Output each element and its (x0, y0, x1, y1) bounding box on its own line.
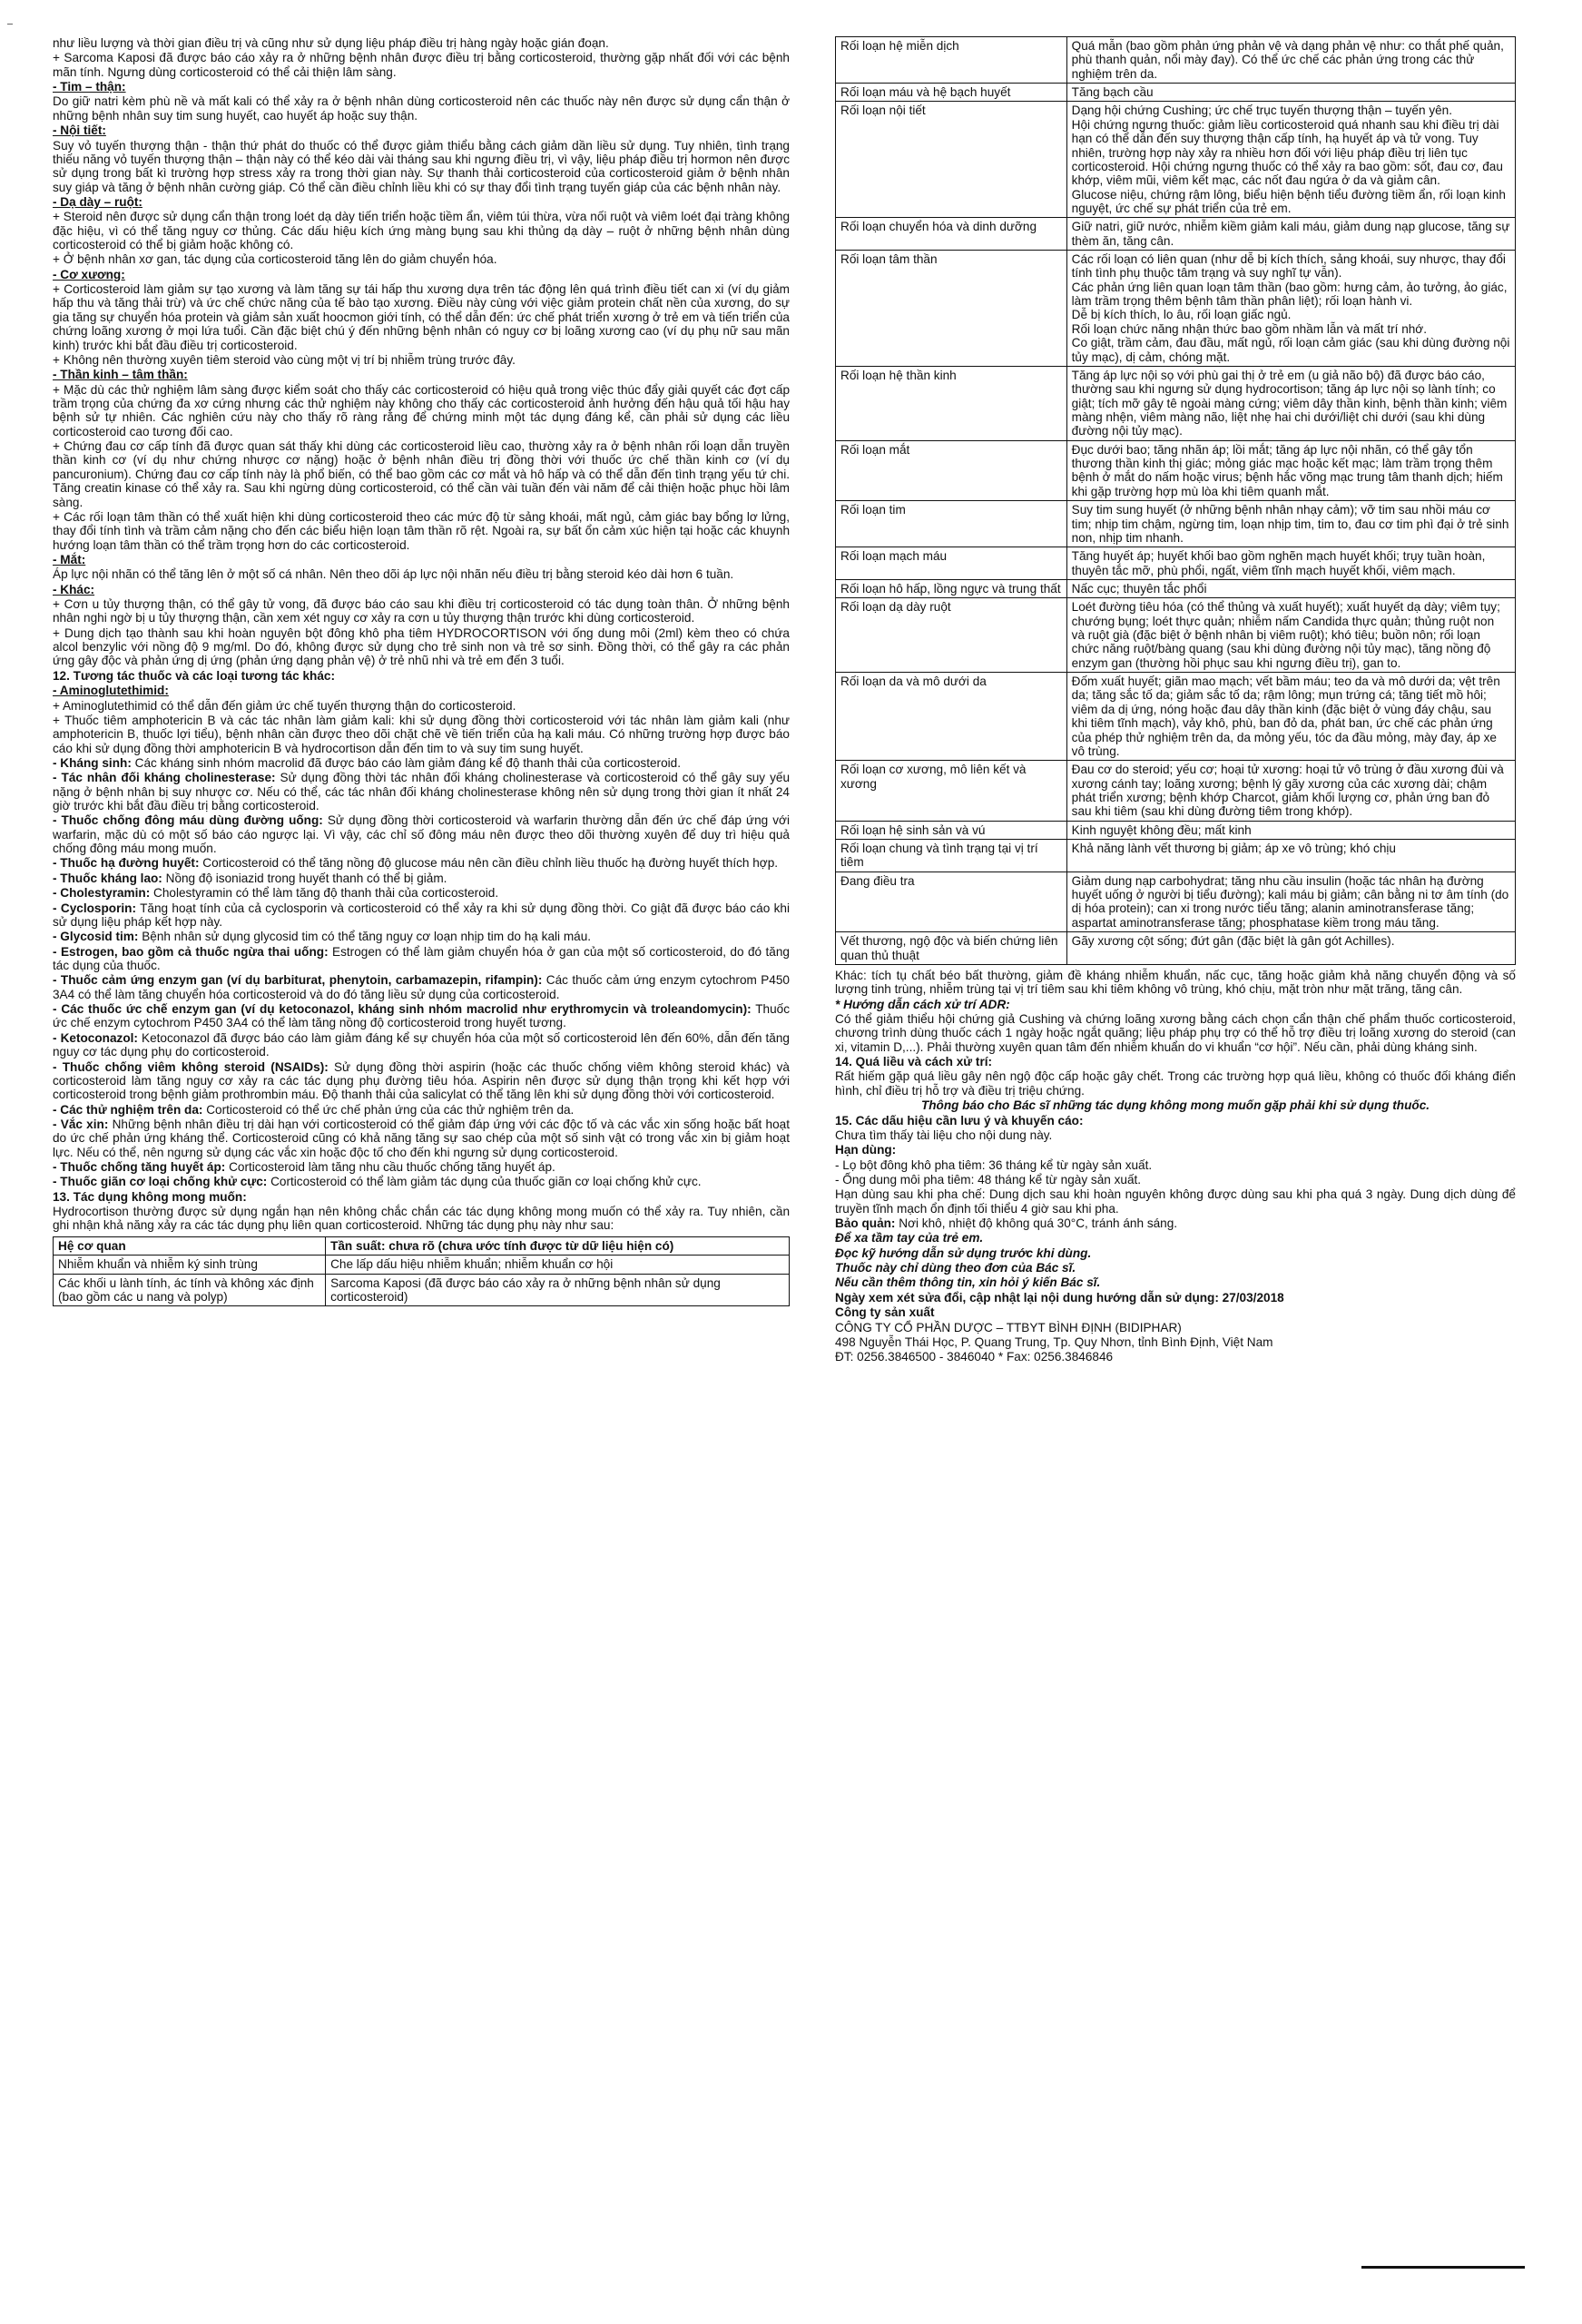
section-heading: - Thần kinh – tâm thần: (53, 368, 188, 382)
paragraph (53, 930, 790, 943)
organ-system-cell: Rối loạn máu và hệ bạch huyết (836, 84, 1067, 102)
paragraph: Khác: tích tụ chất béo bất thường, giảm đề kháng nhiễm khuẩn, nấc cục, tăng hoặc giảm khả năng chuyển động và số lượng tinh trùng, nhiễm trùng tại vị trí tiêm sau khi tiêm không vô trùng, khó chịu, mặt tròn như mặt trăng, tăng cân. (835, 968, 1516, 997)
adverse-effects-table-part2 (835, 36, 1516, 965)
paragraph (53, 756, 790, 770)
effect-cell: Gãy xương cột sống; đứt gân (đặc biệt là gân gót Achilles). (1066, 932, 1515, 965)
table-row (836, 251, 1516, 367)
paragraph: + Chứng đau cơ cấp tính đã được quan sát thấy khi dùng các corticosteroid liều cao, thường xảy ra ở bệnh nhân rối loạn dẫn truyền thần kinh cơ (ví dụ như chứng nhược cơ nặng) hoặc ở bệnh nhân điều trị đồng thời với thuốc ức chế thần kinh cơ (ví dụ pancuronium). Chứng đau cơ cấp tính này là phổ biến, có thể bao gồm các cơ mắt và hô hấp và có thể dẫn đến tình trạng yếu tứ chi. Tăng creatin kinase có thể xảy ra. Sau khi ngừng dùng corticosteroid, có thể cần vài tuần đến vài năm để cải thiện hoặc phục hồi lâm sàng. (53, 439, 790, 509)
paragraph: + Không nên thường xuyên tiêm steroid vào cùng một vị trí bị nhiễm trùng trước đây. (53, 352, 516, 367)
effect-cell: Giữ natri, giữ nước, nhiễm kiềm giảm kali máu, giảm dung nạp glucose, tăng sự thèm ăn, tăng cân. (1066, 218, 1515, 251)
paragraph-body: Cholestyramin có thể làm tăng độ thanh thải của corticosteroid. (150, 886, 499, 901)
paragraph-lead: - Thuốc kháng lao: (53, 871, 162, 885)
paragraph: + Sarcoma Kaposi đã được báo cáo xảy ra ở những bệnh nhân được điều trị bằng corticosteroid, thường gặp nhất đối với các bệnh mãn tính. Ngưng dùng corticosteroid có thể cải thiện lâm sàng. (53, 51, 790, 79)
paragraph: 498 Nguyễn Thái Học, P. Quang Trung, Tp. Quy Nhơn, tỉnh Bình Định, Việt Nam (835, 1334, 1273, 1349)
section-heading: - Nội tiết: (53, 123, 106, 138)
effect-cell: Đau cơ do steroid; yếu cơ; hoại tử xương: hoại tử vô trùng ở đầu xương đùi và xương cánh tay; loãng xương; bệnh lý gãy xương của các xương dài; chậm phát triển xương; bệnh khớp Charcot, giảm khối lượng cơ, phản ứng ban đỏ sau khi tiêm (sau khi dùng đường tiêm trong khớp). (1066, 761, 1515, 821)
right-text-flow (835, 969, 1516, 1364)
paragraph-lead: - Thuốc hạ đường huyết: (53, 856, 200, 871)
organ-system-cell: Rối loạn tim (836, 501, 1067, 547)
paragraph (835, 1216, 1516, 1230)
paragraph: + Corticosteroid làm giảm sự tạo xương và làm tăng sự tái hấp thu xương dựa trên tác động lên quá trình điều tiết can xi (ví dụ giảm hấp thu và tăng thải trừ) và ức chế chức năng của tế bào tạo xương. Điều này cùng với việc giảm protein chất nền của xương, do sự gia tăng sự chuyển hóa protein và giảm sản xuất hoocmon giới tính, có thể dẫn đến: ức chế phát triển xương ở trẻ em và tiến triển của chứng loãng xương ở mọi lứa tuổi. Cần đặc biệt chú ý đến những bệnh nhân có nguy cơ bị loãng xương cao (ví dụ phụ nữ sau mãn kinh) trước khi bắt đầu điều trị corticosteroid. (53, 282, 790, 352)
table-row (54, 1256, 790, 1274)
paragraph: Rất hiếm gặp quá liều gây nên ngộ độc cấp hoặc gây chết. Trong các trường hợp quá liều, không có thuốc đối kháng điển hình, chỉ điều trị hỗ trợ và điều trị triệu chứng. (835, 1069, 1516, 1098)
table-row (836, 366, 1516, 440)
paragraph-body: Sử dụng đồng thời tác nhân đối kháng cholinesterase và corticosteroid có thể gây suy yếu nặng ở bệnh nhân bị suy nhược cơ. Nếu có thể, các tác nhân đối kháng cholinesterase không nên sử dụng trong thời gian ít nhất 24 giờ trước khi bắt đầu điều trị bằng corticosteroid. (53, 771, 791, 813)
table-row (836, 598, 1516, 673)
table-row (836, 218, 1516, 251)
organ-system-cell: Rối loạn da và mô dưới da (836, 673, 1067, 761)
paragraph: Hạn dùng sau khi pha chế: Dung dịch sau khi hoàn nguyên không được dùng sau khi pha quá 3 ngày. Dung dịch dùng để truyền tĩnh mạch ổn định tối thiểu 4 giờ sau khi pha. (835, 1187, 1516, 1216)
table-row (836, 579, 1516, 597)
paragraph-lead: - Thuốc giãn cơ loại chống khử cực: (53, 1175, 268, 1189)
section-heading: - Cơ xương: (53, 267, 125, 281)
organ-system-cell: Đang điều tra (836, 872, 1067, 931)
paragraph (53, 856, 790, 870)
organ-system-cell: Nhiễm khuẩn và nhiễm ký sinh trùng (54, 1256, 326, 1274)
paragraph (53, 901, 790, 930)
effect-cell: Các rối loạn có liên quan (như dễ bị kích thích, sảng khoái, suy nhược, thay đổi tính tình phụ thuộc tâm trạng và suy nghĩ tự vẫn). Các phản ứng liên quan loạn tâm thần (bao gồm: hưng cảm, ảo tưởng, ảo giác, làm trầm trọng thêm bệnh tâm thần phân liệt); rối loạn hành vi. Dễ bị kích thích, lo âu, rối loạn giấc ngủ. Rối loạn chức năng nhận thức bao gồm nhầm lẫn và mất trí nhớ. Co giật, trầm cảm, đau đầu, mất ngủ, rối loạn cảm giác (sau khi dùng đường nội tủy mạc), dị cảm, chóng mặt. (1066, 251, 1515, 367)
paragraph-lead: - Kháng sinh: (53, 755, 132, 770)
paragraph-lead: - Các thuốc ức chế enzym gan (ví dụ ketoconazol, kháng sinh nhóm macrolid như erythromycin và troleandomycin): (53, 1002, 752, 1017)
paragraph: Áp lực nội nhãn có thể tăng lên ở một số cá nhân. Nên theo dõi áp lực nội nhãn nếu điều trị bằng steroid kéo dài hơn 6 tuần. (53, 567, 734, 582)
paragraph-body: Corticosteroid có thể ức chế phản ứng của các thử nghiệm trên da. (202, 1102, 575, 1117)
organ-system-cell: Rối loạn hệ miễn dịch (836, 37, 1067, 84)
organ-system-cell: Rối loạn chuyển hóa và dinh dưỡng (836, 218, 1067, 251)
section-heading: - Tim – thận: (53, 80, 126, 94)
organ-system-cell: Rối loạn chung và tình trạng tại vị trí tiêm (836, 840, 1067, 872)
paragraph-lead: - Glycosid tim: (53, 930, 139, 944)
paragraph-body: Tăng hoạt tính của cả cyclosporin và corticosteroid có thể xảy ra khi sử dụng đồng thời. Co giật đã được báo cáo khi sử dụng liệu pháp kết hợp này. (53, 901, 790, 929)
effect-cell: Đốm xuất huyết; giãn mao mạch; vết bầm máu; teo da và mô dưới da; vệt trên da; tăng sắc tố da; giảm sắc tố da; rậm lông; mụn trứng cá; tăng tiết mồ hôi; viêm da dị ứng, nóng hoặc đau dây thần kinh (đặc biệt ở vùng đáy chậu, sau khi tiêm tĩnh mạch), vảy khô, phù, ban đỏ da, phát ban, ức chế các phản ứng của phép thử nghiệm trên da, da mỏng yếu, tóc da đầu mỏng, mày đay, áp xe vô trùng. (1066, 673, 1515, 761)
paragraph: + Dung dịch tạo thành sau khi hoàn nguyên bột đông khô pha tiêm HYDROCORTISON với ống dung môi (2ml) kèm theo có chứa alcol benzylic với nồng độ 9 mg/ml. Do đó, không được sử dụng cho trẻ sinh non và trẻ sơ sinh. Đồng thời, có thể gây ra các phản ứng gây độc và phản ứng dị ứng (phản ứng dạng phản vệ) ở trẻ nhũ nhi và trẻ em đến 3 tuổi. (53, 625, 790, 668)
table-row (836, 840, 1516, 872)
effect-cell: Tăng áp lực nội sọ với phù gai thị ở trẻ em (u giả não bộ) đã được báo cáo, thường sau khi ngưng sử dụng hydrocortison; tăng áp lực nội sọ lành tính; co giật; tích mỡ gây tê ngoài màng cứng; viêm dây thần kinh, bệnh thần kinh; viêm màng nhện, viêm màng não, liệt nhẹ hai chi dưới/liệt chi dưới (sau khi dùng đường nội tủy mạc). (1066, 366, 1515, 440)
table-header-row (54, 1236, 790, 1255)
section-title: 14. Quá liều và cách xử trí: (835, 1055, 993, 1069)
paragraph (53, 1060, 790, 1102)
section-title: Công ty sản xuất (835, 1305, 935, 1320)
organ-system-cell: Rối loạn hô hấp, lồng ngực và trung thất (836, 579, 1067, 597)
effect-cell: Che lấp dấu hiệu nhiễm khuẩn; nhiễm khuẩn cơ hội (326, 1256, 790, 1274)
organ-system-cell: Rối loạn tâm thần (836, 251, 1067, 367)
header-frequency: Tần suất: chưa rõ (chưa ước tính được từ dữ liệu hiện có) (326, 1236, 790, 1255)
effect-cell: Đục dưới bao; tăng nhãn áp; lồi mắt; tăng áp lực nội nhãn, có thể gây tổn thương thần kinh thị giác; mỏng giác mạc hoặc kết mạc; làm trầm trọng thêm bệnh ở mắt do nấm hoặc virus; bệnh hắc võng mạc trung tâm thanh dịch; hiếm khi gặp trường hợp mù lòa khi tiêm quanh mắt. (1066, 440, 1515, 500)
organ-system-cell: Rối loạn hệ sinh sản và vú (836, 821, 1067, 839)
paragraph (53, 945, 790, 973)
paragraph: ĐT: 0256.3846500 - 3846040 * Fax: 0256.3846846 (835, 1350, 1114, 1364)
paragraph: - Lọ bột đông khô pha tiêm: 36 tháng kể từ ngày sản xuất. (835, 1157, 1153, 1172)
section-heading: - Mắt: (53, 552, 86, 566)
section-title: 12. Tương tác thuốc và các loại tương tác khác: (53, 668, 335, 683)
paragraph-body: Corticosteroid làm tăng nhu cầu thuốc chống tăng huyết áp. (225, 1160, 555, 1175)
warning-line: * Hướng dẫn cách xử trí ADR: (835, 997, 1010, 1011)
paragraph (53, 872, 790, 885)
paragraph: Suy vỏ tuyến thượng thận - thận thứ phát do thuốc có thể được giảm thiểu bằng cách giảm dần liều sử dụng. Tuy nhiên, tình trạng thiếu năng vỏ tuyến thượng thận – thận này có thể kéo dài vài tháng sau khi ngưng điều trị, vì vậy, liệu pháp điều trị hormon nên được sử dụng trong bất kì trường hợp stress xảy ra trong thời gian này. Sự thanh thải corticosteroid của corticosteroid giảm ở bệnh nhân suy giáp và tăng ở bệnh nhân cường giáp. Có thể cần điều chỉnh liều khi có sự thay đổi tình trạng tuyến giáp của các bệnh nhân này. (53, 138, 790, 194)
organ-system-cell: Vết thương, ngộ độc và biến chứng liên quan thủ thuật (836, 932, 1067, 965)
organ-system-cell: Rối loạn mạch máu (836, 547, 1067, 580)
paragraph: + Thuốc tiêm amphotericin B và các tác nhân làm giảm kali: khi sử dụng đồng thời corticosteroid với tác nhân làm giảm kali (như amphotericin B, thuốc lợi tiểu), bệnh nhân cần được theo dõi chặt chẽ về tiến triển của hạ kali máu. Có những trường hợp được báo cáo khi sử dụng đồng thời amphotericin B và hydrocortison dẫn đến tim to và suy tim sung huyết. (53, 713, 790, 755)
section-title: Hạn dùng: (835, 1143, 897, 1157)
organ-system-cell: Rối loạn cơ xương, mô liên kết và xương (836, 761, 1067, 821)
paragraph-lead: - Ketoconazol: (53, 1030, 138, 1045)
paragraph-lead: - Thuốc chống viêm không steroid (NSAIDs): (53, 1059, 329, 1074)
paragraph-lead: - Tác nhân đối kháng cholinesterase: (53, 771, 276, 785)
margin-mark (7, 24, 13, 25)
paragraph-body: Sử dụng đồng thời corticosteroid và warfarin thường dẫn đến ức chế đáp ứng với warfarin, mặc dù có một số báo cáo ngược lại. Vì vậy, các chỉ số đông máu nên được theo dõi thường xuyên để duy trì hiệu quả chống đông máu mong muốn. (53, 813, 790, 856)
paragraph (53, 1175, 790, 1188)
table-row (836, 547, 1516, 580)
paragraph-lead: - Thuốc chống đông máu dùng đường uống: (53, 813, 323, 828)
effect-cell: Dạng hội chứng Cushing; ức chế trục tuyến thượng thận – tuyến yên. Hội chứng ngưng thuốc: giảm liều corticosteroid quá nhanh sau khi điều trị dài hạn có thể dẫn đến suy thượng thận cấp tính, hạ huyết áp và tử vong. Tuy nhiên, trường hợp này xảy ra nhiều hơn đối với liệu pháp điều trị liên tục corticosteroid. Hội chứng ngưng thuốc có thể xảy ra bao gồm: sốt, đau cơ, đau khớp, viêm mũi, viêm kết mạc, các nốt đau ngứa ở da và giảm cân. Glucose niệu, chứng rậm lông, biểu hiện bệnh tiểu đường tiềm ẩn, rối loạn kinh nguyệt, ức chế sự phát triển của trẻ em. (1066, 102, 1515, 218)
paragraph: Có thể giảm thiểu hội chứng giả Cushing và chứng loãng xương bằng cách chọn cẩn thận chế phẩm thuốc corticosteroid, chương trình dùng thuốc cách 1 ngày hoặc ngắt quãng; liệu pháp phụ trợ có thể hỗ trợ điều trị loãng xương do steroid (can xi, vitamin D,...). Phải thường xuyên quan tâm đến nhiễm khuẩn do vi khuẩn “cơ hội”. Nếu cần, phải dùng kháng sinh. (835, 1012, 1516, 1054)
paragraph (53, 1002, 790, 1030)
effect-cell: Quá mẫn (bao gồm phản ứng phản vệ và dạng phản vệ như: co thắt phế quản, phù thanh quản, nổi mày đay). Có thể ức chế các phản ứng trong các thử nghiệm trên da. (1066, 37, 1515, 84)
paragraph-body: Nơi khô, nhiệt độ không quá 30°C, tránh ánh sáng. (895, 1216, 1178, 1231)
table-row (54, 1274, 790, 1306)
organ-system-cell: Rối loạn dạ dày ruột (836, 598, 1067, 673)
paragraph (53, 813, 790, 855)
effect-cell: Nấc cục; thuyên tắc phổi (1066, 579, 1515, 597)
paragraph-lead: - Cyclosporin: (53, 901, 136, 915)
paragraph (53, 886, 790, 900)
table-row (836, 501, 1516, 547)
paragraph-body: Những bệnh nhân điều trị dài hạn với corticosteroid có thể giảm đáp ứng với các độc tố và các vắc xin sống hoặc bất hoạt do ức chế phản ứng kháng thể. Corticosteroid cũng có khả năng tăng sự sao chép của một số sinh vật có trong vắc xin bị giảm hoạt lực. Nếu có thể, nên ngưng sử dụng các vắc xin hoặc độc tố cho đến khi ngưng sử dụng corticosteroid. (53, 1117, 791, 1159)
paragraph: - Ống dung môi pha tiêm: 48 tháng kể từ ngày sản xuất. (835, 1172, 1142, 1187)
warning-line: Thuốc này chỉ dùng theo đơn của Bác sĩ. (835, 1261, 1076, 1275)
section-title: 15. Các dấu hiệu cần lưu ý và khuyến cáo: (835, 1113, 1084, 1128)
paragraph-body: Thuốc ức chế enzym cytochrom P450 3A4 có thể làm tăng nồng độ corticosteroid trong huyết tương. (53, 1002, 791, 1030)
effect-cell: Tăng bạch cầu (1066, 84, 1515, 102)
section-heading: - Aminoglutethimid: (53, 684, 169, 698)
paragraph (53, 1118, 790, 1159)
paragraph (53, 1031, 790, 1059)
warning-line: Để xa tầm tay của trẻ em. (835, 1231, 984, 1246)
paragraph: như liều lượng và thời gian điều trị và cũng như sử dụng liệu pháp điều trị hàng ngày hoặc gián đoạn. (53, 36, 609, 50)
paragraph: + Ở bệnh nhân xơ gan, tác dụng của corticosteroid tăng lên do giảm chuyển hóa. (53, 252, 497, 267)
effect-cell: Loét đường tiêu hóa (có thể thủng và xuất huyết); xuất huyết dạ dày; viêm tụy; chướng bụng; loét thực quản; nhiễm nấm Candida thực quản; thủng ruột non và ruột già (đặc biệt ở bệnh nhân bị viêm ruột); khó tiêu; buồn nôn; rối loạn chức năng ruột/bàng quang (sau khi dùng đường nội tủy mạc), tăng nồng độ enzym gan (thường hồi phục sau khi ngưng điều trị), gan to. (1066, 598, 1515, 673)
paragraph-lead: - Cholestyramin: (53, 886, 151, 901)
effect-cell: Kinh nguyệt không đều; mất kinh (1066, 821, 1515, 839)
left-column (53, 36, 790, 1306)
section-heading: - Dạ dày – ruột: (53, 194, 142, 209)
footer-rule (1361, 2266, 1525, 2269)
header-organ-system: Hệ cơ quan (54, 1236, 326, 1255)
organ-system-cell: Rối loạn hệ thần kinh (836, 366, 1067, 440)
table-row (836, 673, 1516, 761)
table-row (836, 821, 1516, 839)
table-row (836, 37, 1516, 84)
table-row (836, 872, 1516, 931)
paragraph (53, 1160, 790, 1174)
warning-line: Đọc kỹ hướng dẫn sử dụng trước khi dùng. (835, 1246, 1092, 1260)
adverse-effects-table-part1 (53, 1236, 790, 1306)
paragraph-body: Corticosteroid có thể làm giảm tác dụng của thuốc giãn cơ loại chống khử cực. (267, 1175, 702, 1189)
paragraph-body: Ketoconazol đã được báo cáo làm giảm đáng kể sự chuyển hóa của một số corticosteroid lên đến 60%, dẫn đến tăng nguy cơ tác dụng phụ do corticosteroid. (53, 1030, 790, 1059)
paragraph: Do giữ natri kèm phù nề và mất kali có thể xảy ra ở bệnh nhân dùng corticosteroid nên các thuốc này nên được sử dụng cẩn thận ở những bệnh nhân suy tim sung huyết, cao huyết áp hoặc suy thận. (53, 94, 790, 123)
paragraph-body: Nồng độ isoniazid trong huyết thanh có thể bị giảm. (162, 871, 447, 885)
effect-cell: Khả năng lành vết thương bị giảm; áp xe vô trùng; khó chịu (1066, 840, 1515, 872)
paragraph-body: Bệnh nhân sử dụng glycosid tim có thể tăng nguy cơ loạn nhịp tim do hạ kali máu. (138, 930, 592, 944)
paragraph: Hydrocortison thường được sử dụng ngắn hạn nên không chắc chắn các tác dụng không mong muốn có thể xảy ra. Tuy nhiên, cần ghi nhận khả năng xảy ra các tác dụng phụ liên quan corticosteroid. Những tác dụng phụ này như sau: (53, 1205, 790, 1233)
paragraph-lead: - Thuốc cảm ứng enzym gan (ví dụ barbiturat, phenytoin, carbamazepin, rifampin): (53, 973, 543, 988)
paragraph-body: Sử dụng đồng thời aspirin (hoặc các thuốc chống viêm không steroid khác) và corticosteroid làm tăng nguy cơ xảy ra các tác dụng phụ đường tiêu hóa. Aspirin nên được sử dụng thận trọng khi kết hợp với corticosteroid trong bệnh giảm prothrombin máu. Độ thanh thải của salicylat có thể tăng lên khi sử dụng đồng thời với corticosteroid. (53, 1059, 790, 1102)
warning-line: Nếu cần thêm thông tin, xin hỏi ý kiến Bác sĩ. (835, 1275, 1101, 1290)
table-row (836, 84, 1516, 102)
paragraph: + Aminoglutethimid có thể dẫn đến giảm ức chế tuyến thượng thận do corticosteroid. (53, 698, 516, 713)
paragraph-lead: - Thuốc chống tăng huyết áp: (53, 1160, 226, 1175)
paragraph-body: Các kháng sinh nhóm macrolid đã được báo cáo làm giảm đáng kể độ thanh thải của corticosteroid. (131, 755, 681, 770)
table-row (836, 932, 1516, 965)
right-column (835, 36, 1516, 1365)
paragraph (53, 1103, 790, 1117)
table-row (836, 761, 1516, 821)
effect-cell: Sarcoma Kaposi (đã được báo cáo xảy ra ở những bệnh nhân sử dụng corticosteroid) (326, 1274, 790, 1306)
paragraph-body: Corticosteroid có thể tăng nồng độ glucose máu nên cần điều chỉnh liều thuốc hạ đường huyết thích hợp. (199, 856, 779, 871)
effect-cell: Suy tim sung huyết (ở những bệnh nhân nhạy cảm); vỡ tim sau nhồi máu cơ tim; nhịp tim chậm, ngừng tim, loạn nhịp tim, tim to, đau cơ tim phì đại ở trẻ sinh non, nhịp tim nhanh. (1066, 501, 1515, 547)
organ-system-cell: Các khối u lành tính, ác tính và không xác định (bao gồm các u nang và polyp) (54, 1274, 326, 1306)
left-text-flow (53, 36, 790, 1233)
section-heading: - Khác: (53, 582, 95, 596)
paragraph-lead: - Các thử nghiệm trên da: (53, 1102, 203, 1117)
effect-cell: Tăng huyết áp; huyết khối bao gồm nghẽn mạch huyết khối; trụy tuần hoàn, thuyên tắc mỡ, phù phổi, ngất, viêm tĩnh mạch huyết khối, viêm mạch. (1066, 547, 1515, 580)
paragraph-lead: - Vắc xin: (53, 1117, 109, 1131)
table-row (836, 102, 1516, 218)
paragraph-body: Các thuốc cảm ứng enzym cytochrom P450 3A4 có thể làm tăng chuyển hóa corticosteroid và do đó tăng liều sử dụng của corticosteroid. (53, 973, 790, 1001)
paragraph: Chưa tìm thấy tài liệu cho nội dung này. (835, 1128, 1053, 1142)
paragraph (53, 973, 790, 1001)
paragraph-lead: Bảo quản: (835, 1216, 896, 1231)
paragraph-lead: - Estrogen, bao gồm cả thuốc ngừa thai uống: (53, 944, 329, 959)
section-title: 13. Tác dụng không mong muốn: (53, 1189, 247, 1204)
paragraph: + Mặc dù các thử nghiệm lâm sàng được kiểm soát cho thấy các corticosteroid có hiệu quả trong việc thúc đẩy giải quyết các đợt cấp trầm trọng của chứng đa xơ cứng nhưng các thử nghiệm này không cho thấy các corticosteroid ảnh hưởng đến hậu quả tối hậu hay bệnh sử tự nhiên. Các nghiên cứu này cho thấy rõ ràng rằng để chứng minh một tác dụng đáng kể, cần phải sử dụng các liều corticosteroid cao tương đối cao. (53, 382, 790, 438)
paragraph-body: Estrogen có thể làm giảm chuyển hóa ở gan của một số corticosteroid, do đó tăng tác dụng của thuốc. (53, 944, 790, 972)
organ-system-cell: Rối loạn mắt (836, 440, 1067, 500)
paragraph: + Cơn u tủy thượng thận, có thể gây tử vong, đã được báo cáo sau khi điều trị corticosteroid có tác dụng toàn thân. Ở những bệnh nhân nghi ngờ bị u tủy thượng thận, cần xem xét nguy cơ xảy ra cơn u tủy thượng thận trước khi dùng corticosteroid. (53, 597, 790, 625)
paragraph: + Steroid nên được sử dụng cẩn thận trong loét dạ dày tiến triển hoặc tiềm ẩn, viêm túi thừa, vừa nối ruột và viêm loét đại tràng không đặc hiệu, vì có thể tăng nguy cơ thủng. Các dấu hiệu kích ứng màng bụng sau khi thủng dạ dày – ruột ở những bệnh nhân dùng corticosteroid có thể bị giảm hoặc không có. (53, 210, 790, 252)
paragraph: CÔNG TY CỔ PHẦN DƯỢC – TTBYT BÌNH ĐỊNH (BIDIPHAR) (835, 1320, 1182, 1334)
table-row (836, 440, 1516, 500)
paragraph (53, 771, 790, 812)
notice-text: Thông báo cho Bác sĩ những tác dụng không mong muốn gặp phải khi sử dụng thuốc. (920, 1098, 1430, 1113)
section-title: Ngày xem xét sửa đổi, cập nhật lại nội dung hướng dẫn sử dụng: 27/03/2018 (835, 1290, 1284, 1305)
paragraph: + Các rối loạn tâm thần có thể xuất hiện khi dùng corticosteroid theo các mức độ từ sảng khoái, mất ngủ, cảm giác bay bổng lơ lửng, thay đổi tính tình và trầm cảm nặng cho đến các biểu hiện loạn tâm thần rõ rệt. Ngoài ra, sự bất ổn cảm xúc hiện tại hoặc các khuynh hướng loạn tâm thần có thể trầm trọng hơn do các corticosteroid. (53, 509, 790, 552)
organ-system-cell: Rối loạn nội tiết (836, 102, 1067, 218)
effect-cell: Giảm dung nạp carbohydrat; tăng nhu cầu insulin (hoặc tác nhân hạ đường huyết uống ở người bị tiểu đường); kali máu bị giảm; cân bằng ni tơ âm tính (do dị hóa protein); can xi trong nước tiểu tăng; alanin aminotransferase tăng; aspartat aminotransferase tăng; phosphatase kiềm trong máu tăng. (1066, 872, 1515, 931)
